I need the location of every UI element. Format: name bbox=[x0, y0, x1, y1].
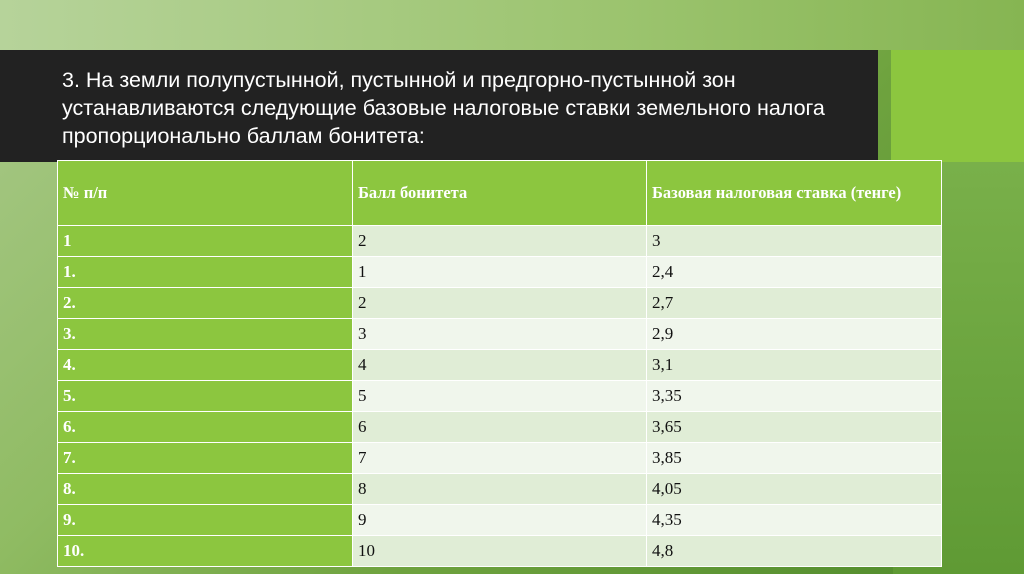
cell-rate: 3 bbox=[647, 226, 942, 257]
cell-number: 5. bbox=[58, 381, 353, 412]
top-decor-band bbox=[0, 0, 1024, 50]
accent-block bbox=[891, 50, 1024, 162]
cell-rate: 4,8 bbox=[647, 536, 942, 567]
cell-number: 1. bbox=[58, 257, 353, 288]
header-number: № п/п bbox=[58, 161, 353, 226]
header-base-rate: Базовая налоговая ставка (тенге) bbox=[647, 161, 942, 226]
cell-score: 1 bbox=[353, 257, 647, 288]
cell-score: 6 bbox=[353, 412, 647, 443]
table-row bbox=[58, 226, 942, 257]
cell-score: 5 bbox=[353, 381, 647, 412]
table-row bbox=[58, 257, 942, 288]
cell-score: 9 bbox=[353, 505, 647, 536]
cell-rate: 3,35 bbox=[647, 381, 942, 412]
table-row bbox=[58, 536, 942, 567]
table-row bbox=[58, 319, 942, 350]
table-row bbox=[58, 474, 942, 505]
cell-rate: 2,7 bbox=[647, 288, 942, 319]
table-row bbox=[58, 288, 942, 319]
cell-score: 8 bbox=[353, 474, 647, 505]
cell-rate: 4,05 bbox=[647, 474, 942, 505]
cell-number: 9. bbox=[58, 505, 353, 536]
cell-number: 4. bbox=[58, 350, 353, 381]
cell-score: 10 bbox=[353, 536, 647, 567]
cell-rate: 4,35 bbox=[647, 505, 942, 536]
cell-score: 3 bbox=[353, 319, 647, 350]
cell-rate: 3,1 bbox=[647, 350, 942, 381]
cell-score: 2 bbox=[353, 288, 647, 319]
cell-number: 8. bbox=[58, 474, 353, 505]
cell-rate: 3,85 bbox=[647, 443, 942, 474]
cell-number: 2. bbox=[58, 288, 353, 319]
tax-rate-table bbox=[57, 160, 942, 567]
cell-score: 7 bbox=[353, 443, 647, 474]
cell-score: 2 bbox=[353, 226, 647, 257]
table-row bbox=[58, 505, 942, 536]
cell-score: 4 bbox=[353, 350, 647, 381]
cell-number: 7. bbox=[58, 443, 353, 474]
header-bonitet-score: Балл бонитета bbox=[353, 161, 647, 226]
slide-title: 3. На земли полупустынной, пустынной и предгорно-пустынной зон устанавливаются следующие базовые налоговые ставки земельного налога пропорционально баллам бонитета: bbox=[62, 68, 825, 148]
cell-number: 3. bbox=[58, 319, 353, 350]
cell-number: 1 bbox=[58, 226, 353, 257]
table-row bbox=[58, 412, 942, 443]
cell-rate: 3,65 bbox=[647, 412, 942, 443]
table-row bbox=[58, 443, 942, 474]
table-header-row bbox=[58, 161, 942, 226]
table-row bbox=[58, 381, 942, 412]
cell-number: 6. bbox=[58, 412, 353, 443]
table-row bbox=[58, 350, 942, 381]
cell-number: 10. bbox=[58, 536, 353, 567]
cell-rate: 2,4 bbox=[647, 257, 942, 288]
cell-rate: 2,9 bbox=[647, 319, 942, 350]
